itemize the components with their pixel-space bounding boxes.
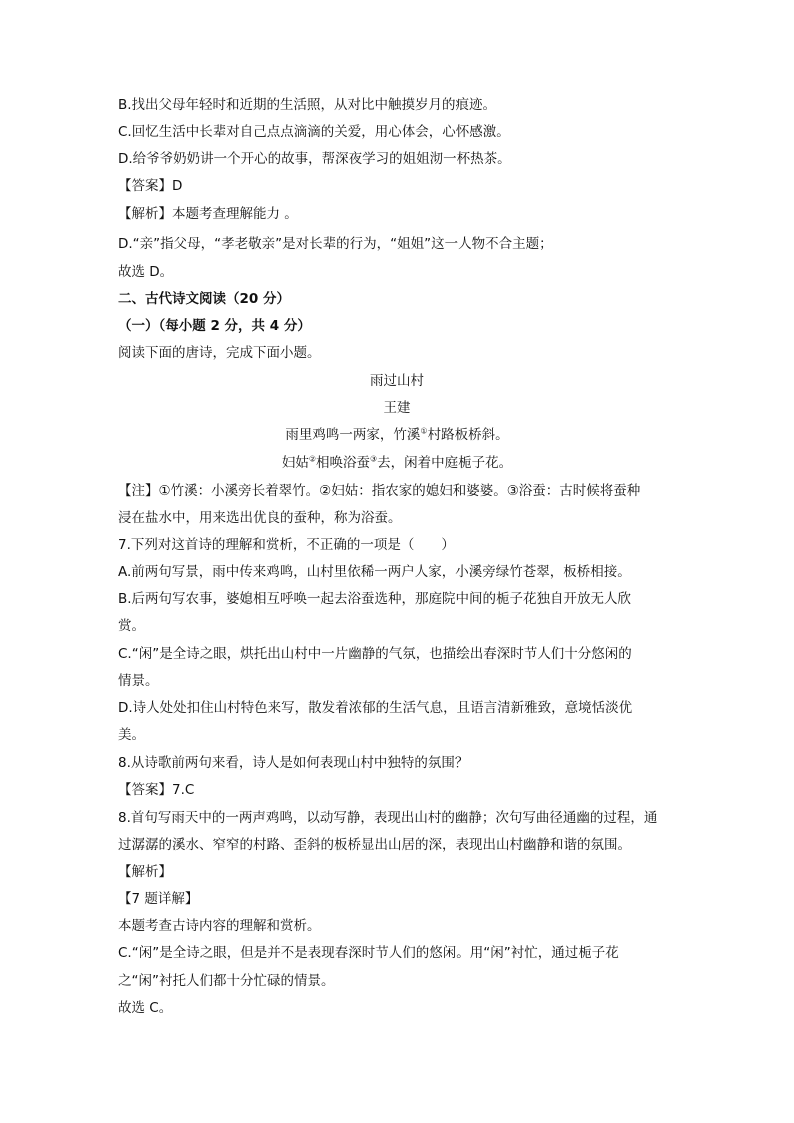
q7-option-d-line-1: D.诗人处处扣住山村特色来写，散发着浓郁的生活气息，且语言清新雅致，意境恬淡优 [118, 700, 633, 716]
answer-8-line-2: 过潺潺的溪水、窄窄的村路、歪斜的板桥显出山居的深，表现出山村幽静和谐的氛围。 [118, 837, 631, 853]
detail-7-heading: 【7 题详解】 [118, 891, 199, 907]
poem-note-mark-2: ② [308, 454, 316, 464]
answer-8-line-1: 8.首句写雨天中的一两声鸡鸣，以动写静，表现出山村的幽静；次句写曲径通幽的过程，通 [118, 810, 658, 826]
poem-line-1-b: 村路板桥斜。 [427, 427, 509, 443]
poem-line-1-a: 雨里鸡鸣一两家，竹溪 [285, 427, 421, 443]
detail-7-line-2: C.“闲”是全诗之眼，但是并不是表现春深时节人们的悠闲。用“闲”衬忙，通过栀子花 [118, 945, 619, 961]
answer-1: 【答案】D [118, 178, 183, 194]
note-line-1: 【注】①竹溪：小溪旁长着翠竹。②妇姑：指农家的媳妇和婆婆。③浴蚕：古时候将蚕种 [118, 483, 641, 499]
section-title: 二、古代诗文阅读（20 分） [118, 291, 290, 307]
poem-author: 王建 [383, 400, 411, 416]
option-d-previous: D.给爷爷奶奶讲一个开心的故事，帮深夜学习的姐姐沏一杯热茶。 [118, 151, 511, 167]
sub-title: （一）（每小题 2 分，共 4 分） [118, 318, 311, 334]
q7-option-b-line-1: B.后两句写农事，婆媳相互呼唤一起去浴蚕选种，那庭院中间的栀子花独自开放无人欣 [118, 591, 632, 607]
question-8: 8.从诗歌前两句来看，诗人是如何表现山村中独特的氛围？ [118, 755, 469, 771]
question-7: 7.下列对这首诗的理解和赏析，不正确的一项是（ ） [118, 537, 455, 553]
poem-note-mark-1: ① [420, 426, 428, 436]
q7-option-d-line-2: 美。 [118, 727, 145, 743]
analysis-2: 【解析】 [118, 864, 172, 880]
instruction: 阅读下面的唐诗，完成下面小题。 [118, 345, 321, 361]
note-line-2: 浸在盐水中，用来选出优良的蚕种，称为浴蚕。 [118, 510, 402, 526]
choose-2: 故选 C。 [118, 1000, 173, 1016]
poem-line-2-b: 相唤浴蚕 [316, 455, 370, 471]
q7-option-c-line-1: C.“闲”是全诗之眼，烘托出山村中一片幽静的气氛，也描绘出春深时节人们十分悠闲的 [118, 646, 632, 662]
poem-title: 雨过山村 [370, 373, 424, 389]
poem-note-mark-3: ③ [370, 454, 378, 464]
q7-option-b-line-2: 赏。 [118, 618, 145, 634]
detail-7-line-1: 本题考查古诗内容的理解和赏析。 [118, 918, 321, 934]
choose-1: 故选 D。 [118, 264, 174, 280]
option-b-previous: B.找出父母年轻时和近期的生活照，从对比中触摸岁月的痕迹。 [118, 97, 497, 113]
poem-line-2-a: 妇姑 [281, 455, 309, 471]
analysis-1-detail: D.“亲”指父母，“孝老敬亲”是对长辈的行为，“姐姐”这一人物不合主题； [118, 236, 553, 252]
q7-option-c-line-2: 情景。 [118, 673, 159, 689]
poem-line-1 [0, 426, 794, 444]
option-c-previous: C.回忆生活中长辈对自己点点滴滴的关爱，用心体会，心怀感激。 [118, 124, 510, 140]
poem-line-2 [0, 454, 794, 472]
answer-2: 【答案】7.C [118, 782, 195, 798]
detail-7-line-3: 之“闲”衬托人们都十分忙碌的情景。 [118, 973, 335, 989]
poem-line-2-c: 去，闲着中庭栀子花。 [377, 455, 513, 471]
q7-option-a: A.前两句写景，雨中传来鸡鸣，山村里依稀一两户人家，小溪旁绿竹苍翠，板桥相接。 [118, 564, 631, 580]
analysis-1: 【解析】本题考查理解能力 。 [118, 206, 298, 222]
